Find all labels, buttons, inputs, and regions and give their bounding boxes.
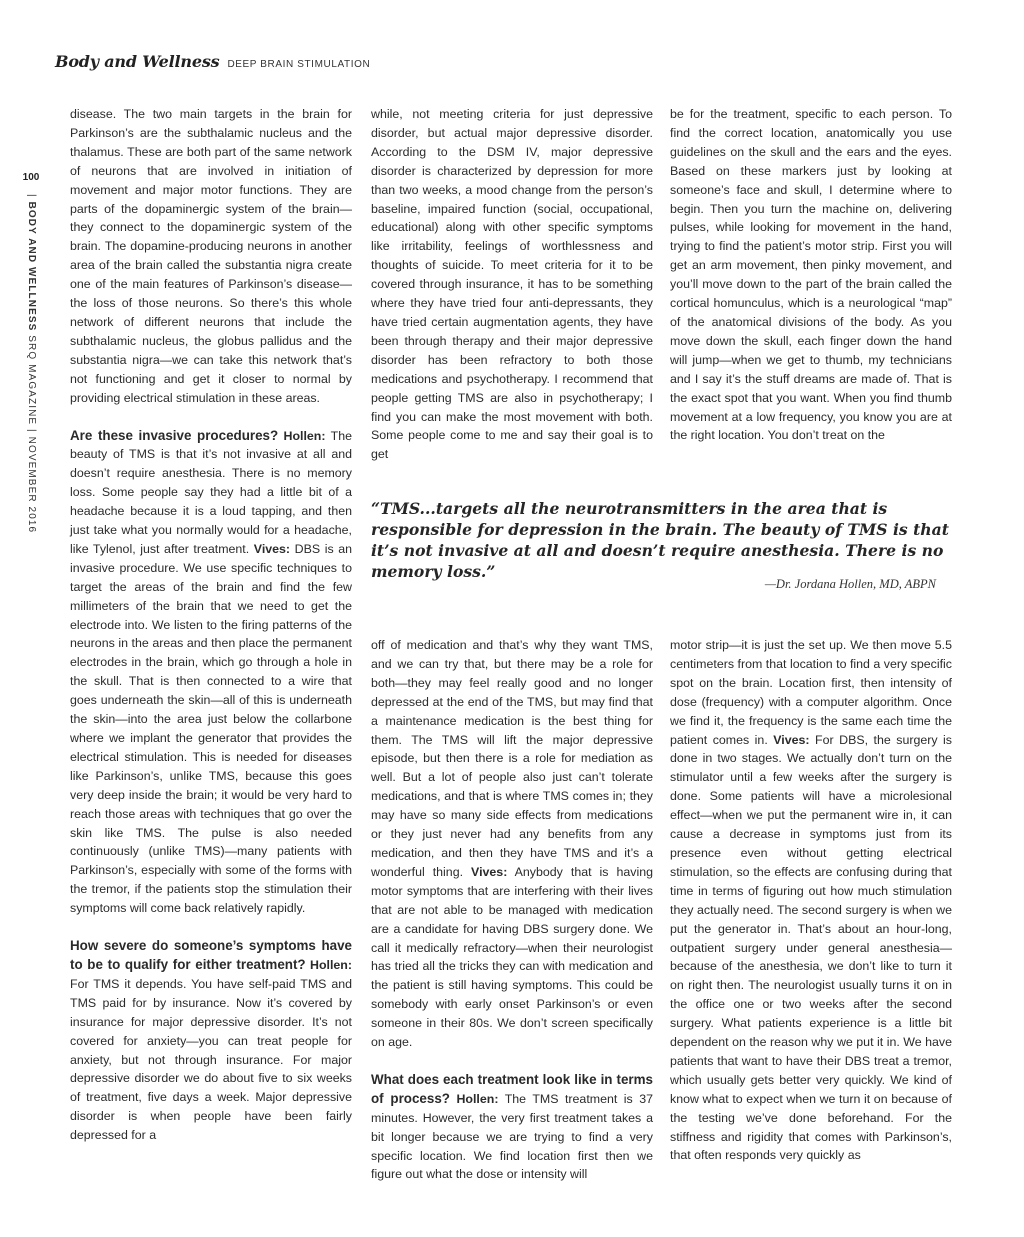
speaker-label: Vives: (773, 732, 810, 747)
speaker-label: Hollen: (456, 1091, 499, 1106)
question: How severe do someone’s symptoms have to be to qualify for either treatment? (70, 938, 352, 972)
folio-magazine: SRQ MAGAZINE (26, 331, 37, 426)
qa-block (371, 1071, 653, 1184)
folio-separator: | (26, 425, 37, 437)
folio-issue: NOVEMBER 2016 (26, 436, 37, 534)
qa-block (670, 636, 952, 1165)
pull-quote: “TMS...targets all the neurotransmitters in the area that is responsible for depression in the brain. The beauty of TMS is that it’s not invasive at all and doesn’t require anesthesia. There is no memory loss.” (371, 499, 949, 581)
column-2 (371, 105, 653, 464)
speaker-label: Vives: (253, 541, 291, 556)
speaker-label: Vives: (471, 864, 508, 879)
folio-separator: | (26, 194, 37, 202)
qa-block (70, 937, 352, 1145)
qa-block (371, 636, 653, 1052)
speaker-label: Hollen: (283, 428, 326, 443)
paragraph: while, not meeting criteria for just depressive disorder, but actual major depressive disorder. According to the DSM IV, major depressive disorder is characterized by depression for more than two weeks, a mood change from the person’s baseline, impaired function (social, occupational, educational) along with other specific symptoms like irritability, feelings of worthlessness and thoughts of suicide. To meet criteria for it to be covered through insurance, it has to be something where they have tried four anti-depressants, they have tried certain augmentation agents, they have been through therapy and their major depressive disorder has been refractory to both those medications and psychotherapy. I recommend that people getting TMS are also in psychotherapy; I find you can make the most movement with both. Some people come to me and say their goal is to get (371, 107, 653, 462)
column-4 (371, 636, 653, 1184)
answer-text: DBS is an invasive procedure. We use specific techniques to target the areas of the brain and find the few millimeters of the brain that we need to get the electrode into. We listen to the firing patterns of the neurons in the areas and then place the permanent electrodes in the brain, which go through a hole in the skull. That is then connected to a wire that goes underneath the skin—all of this is underneath the skin—into the area just below the collarbone where we implant the generator that provides the electrical stimulation. This is needed for diseases like Parkinson’s, unlike TMS, because this goes very deep inside the brain; it would be very hard to reach those areas with techniques that go over the skin like TMS. The pulse is also needed continuously (unlike TMS)—many patients with Parkinson’s, especially with some of the forms with the tremor, if the patients stop the stimulation their symptoms will come back relatively rapidly. (70, 541, 352, 916)
pull-quote-attribution: —Dr. Jordana Hollen, MD, ABPN (764, 577, 936, 591)
question: Are these invasive procedures? (70, 427, 279, 443)
folio-text (26, 194, 37, 533)
answer-text: motor strip—it is just the set up. We then move 5.5 centimeters from that location to find a very specific spot on the brain. Location first, then intensity of dose (frequency) with a computer algorithm. Once we find it, the frequency is the same each time the patient comes in. (670, 638, 952, 747)
folio-section: BODY AND WELLNESS (26, 201, 37, 332)
answer-text: The beauty of TMS is that it’s not invasive at all and doesn’t require anesthesia. There is no memory loss. Some people say they had a little bit of a headache because it is a loud tapping, and then just take what you normally would for a headache, like Tylenol, just after treatment. (70, 428, 352, 556)
qa-block (70, 427, 352, 919)
side-folio (22, 172, 40, 534)
column-3 (670, 105, 952, 445)
speaker-label: Hollen: (310, 957, 353, 972)
column-5 (670, 636, 952, 1165)
answer-text: off of medication and that’s why they want TMS, and we can try that, but there may be a role for both—they may feel really good and no longer depressed at the end of the TMS, but may find that a maintenance medication is the best thing for them. The TMS will lift the major depressive episode, but then there is a role for mediation as well. But a lot of people also just can’t tolerate medications, and that is where TMS comes in; they may have so many side effects from medications or they just never had any benefits from any medication, and then they have TMS and it’s a wonderful thing. (371, 638, 653, 879)
answer-text: The TMS treatment is 37 minutes. However, the very first treatment takes a bit longer because we are trying to find a very specific location. We find location first then we figure out what the dose or intensity will (371, 1091, 654, 1182)
column-1 (70, 105, 352, 1145)
answer-text: Anybody that is having motor symptoms that are interfering with their lives that are not able to be managed with medication are a candidate for having DBS surgery done. We call it medically refractory—when their neurologist has tried all the tricks they can with medication and the patient is still having symptoms. This could be somebody with early onset Parkinson’s or even someone in their 80s. We don’t screen specifically on age. (371, 864, 653, 1050)
paragraph: be for the treatment, specific to each person. To find the correct location, anatomically you use guidelines on the skull and the ears and the eyes. Based on these markers just by looking at someone’s face and skull, I determine where to begin. Then you turn the machine on, delivering pulses, while looking for movement in the hand, trying to find the patient’s motor strip. First you will get an arm movement, then pinky movement, and you’ll move down to the part of the brain called the cortical homunculus, which is a neurological “map” of the anatomical divisions of the body. As you move down the skull, each finger down the hand will jump—when we get to thumb, my technicians and I say it’s the stuff dreams are made of. That is the exact spot that you want. When you find thumb movement at a low frequency, you know you are at the right location. You don’t treat on the (670, 107, 952, 443)
page-number: 100 (22, 172, 40, 183)
question: What does each treatment look like in terms of process? (371, 1071, 653, 1106)
article-topic: DEEP BRAIN STIMULATION (227, 59, 371, 70)
answer-text: For DBS, the surgery is done in two stages. We actually don’t turn on the stimulator until a few weeks after the surgery is done. Some patients will have a microlesional effect—when we put the permanent wire in, it can cause a decrease in symptoms just from its presence even without getting electrical stimulation, so the effects are confusing during that time in terms of figuring out how much stimulation they actually need. The second surgery is when we put the generator in. That’s about an hour-long, outpatient surgery under general anesthesia—because of the anesthesia, we don’t like to turn it on right then. The neurologist usually turns it on in the office one or two weeks after the second surgery. What patients experience is a little bit dependent on the reason why we put it in. We have patients that want to have their DBS treat a tremor, which usually gets better very quickly. We kind of know what to expect when we turn it on because of the testing we’ve done beforehand. For the stiffness and rigidity that comes with Parkinson’s, that often responds very quickly as (670, 732, 952, 1163)
answer-text: For TMS it depends. You have self-paid TMS and TMS paid for by insurance. Now it’s covered by insurance for major depressive disorder. It’s not covered for anxiety—you can treat people for anxiety, but not through insurance. For major depressive disorder we do about five to six weeks of treatment, five days a week. Major depressive disorder is when people have been fairly depressed for a (70, 976, 352, 1143)
running-header (55, 52, 370, 71)
magazine-section-title: Body and Wellness (55, 52, 220, 71)
paragraph: disease. The two main targets in the brain for Parkinson’s are the subthalamic nucleus and the thalamus. These are both part of the same network of neurons that are involved in initiation of movement and major motor functions. They are parts of the dopaminergic system of the brain—they connect to the dopaminergic system of the brain. The dopamine-producing neurons in another area of the brain called the substantia nigra create one of the main features of Parkinson’s disease—the loss of those neurons. So there’s this whole network of different neurons that include the subthalamic nucleus, the globus pallidus and the substantia nigra—we can take this network that’s not functioning and get it closer to normal by providing electrical stimulation in these areas. (70, 107, 352, 405)
